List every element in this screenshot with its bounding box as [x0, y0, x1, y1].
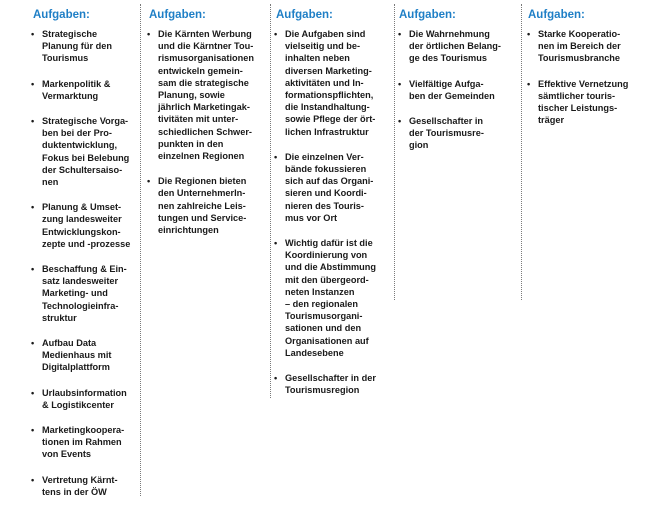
task-list [147, 28, 267, 249]
list-item: • Beschaffung & Ein- satz landesweiter Marketing- und Technologieinfra- struktur [31, 263, 143, 324]
list-item: • Die Wahrnehmung der örtlichen Belang- ge des Tourismus [398, 28, 518, 65]
task-list [398, 28, 518, 165]
list-item: • Marketingkoopera- tionen im Rahmen von Events [31, 424, 143, 461]
column-heading: Aufgaben: [33, 9, 90, 21]
column-heading: Aufgaben: [399, 9, 456, 21]
column-divider [521, 4, 522, 300]
column-heading: Aufgaben: [276, 9, 333, 21]
list-item: • Strategische Planung für den Tourismus [31, 28, 143, 65]
list-item: • Urlaubsinformation & Logistikcenter [31, 387, 143, 411]
task-list [31, 28, 143, 511]
list-item: • Planung & Umset- zung landesweiter Entwicklungskon- zepte und -prozesse [31, 201, 143, 250]
task-list [274, 28, 392, 409]
list-item: • Die Regionen bieten den UnternehmerIn- nen zahlreiche Leis- tungen und Service- einrichtungen [147, 175, 267, 236]
list-item: • Wichtig dafür ist die Koordinierung von und die Abstimmung mit den übergeord- neten Instanzen – den regionalen Tourismusorgani- sationen und den Organisationen auf Landesebene [274, 237, 392, 359]
list-item: • Effektive Vernetzung sämtlicher touris- tischer Leistungs- träger [527, 78, 651, 127]
column-heading: Aufgaben: [528, 9, 585, 21]
list-item: • Vielfältige Aufga- ben der Gemeinden [398, 78, 518, 102]
list-item: • Die einzelnen Ver- bände fokussieren sich auf das Organi- sieren und Koordi- nieren des Touris- mus vor Ort [274, 151, 392, 224]
list-item: • Strategische Vorga- ben bei der Pro- duktentwicklung, Fokus bei Belebung der Schultersaiso- nen [31, 115, 143, 188]
list-item: • Markenpolitik & Vermarktung [31, 78, 143, 102]
list-item: • Gesellschafter in der Tourismusre- gion [398, 115, 518, 152]
list-item: • Die Kärnten Werbung und die Kärntner Tou- rismusorganisationen entwickeln gemein- sam die strategische Planung, sowie jährlich Marketingak- tivitäten mit unter- schiedlichen Schwer- punkten in den einzelnen Regionen [147, 28, 267, 162]
list-item: • Vertretung Kärnt- tens in der ÖW [31, 474, 143, 498]
list-item: • Gesellschafter in der Tourismusregion [274, 372, 392, 396]
column-divider [394, 4, 395, 300]
list-item: • Starke Kooperatio- nen im Bereich der Tourismusbranche [527, 28, 651, 65]
list-item: • Aufbau Data Medienhaus mit Digitalplattform [31, 337, 143, 374]
list-item: • Die Aufgaben sind vielseitig und be- inhalten neben diversen Marketing- aktivitäten und In- formationspflichten, die Instandhaltung- sowie Pflege der ört- lichen Infrastruktur [274, 28, 392, 138]
column-heading: Aufgaben: [149, 9, 206, 21]
task-list [527, 28, 651, 139]
column-divider [270, 4, 271, 398]
